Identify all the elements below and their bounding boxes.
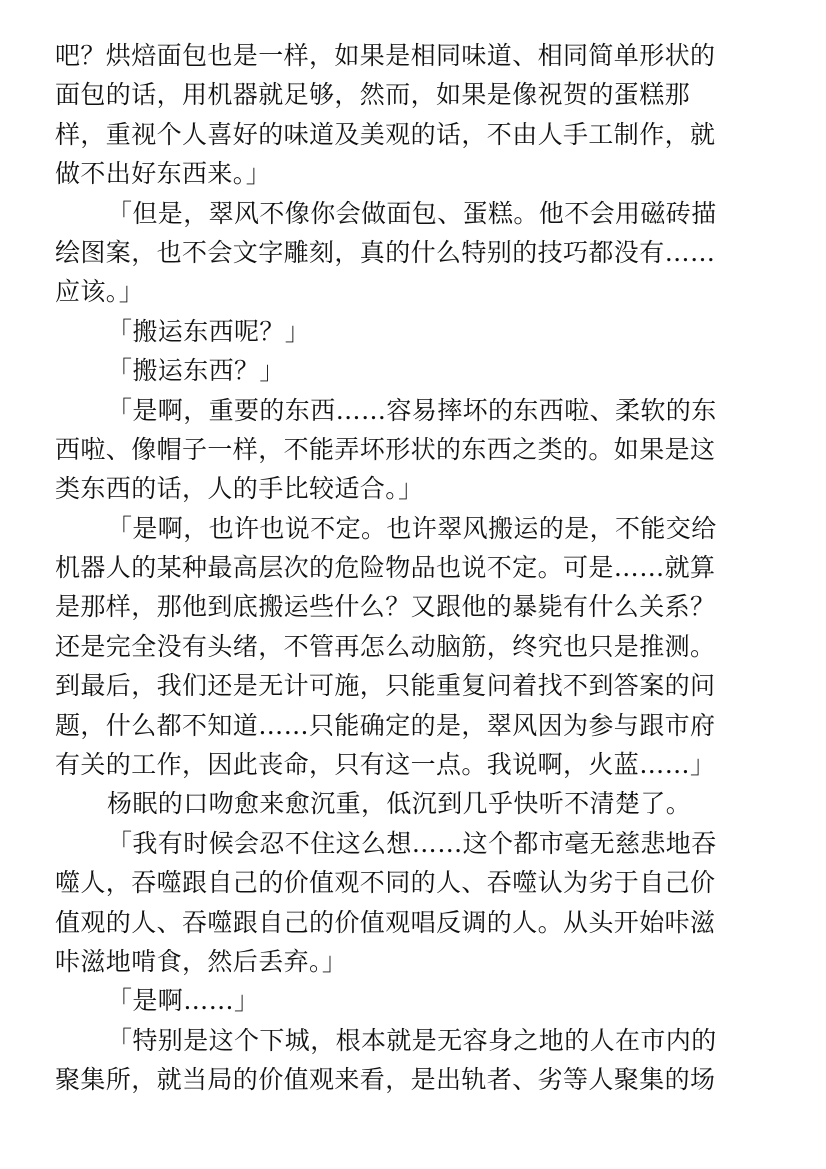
text-line: 到最后，我们还是无计可施，只能重复问着找不到答案的问: [55, 671, 716, 701]
text-line: 应该。」: [55, 277, 145, 307]
text-line: 机器人的某种最高层次的危险物品也说不定。可是……就算: [55, 553, 716, 583]
text-line: 面包的话，用机器就足够，然而，如果是像祝贺的蛋糕那: [55, 80, 691, 110]
text-line: 样，重视个人喜好的味道及美观的话，不由人手工制作，就: [55, 119, 716, 149]
text-line: 绘图案，也不会文字雕刻，真的什么特别的技巧都没有……: [55, 237, 716, 267]
text-line: 类东西的话，人的手比较适合。」: [55, 474, 424, 504]
text-line: 杨眠的口吻愈来愈沉重，低沉到几乎快听不清楚了。: [107, 789, 692, 819]
novel-page-text: [55, 36, 755, 1100]
text-line: 噬人，吞噬跟自己的价值观不同的人、吞噬认为劣于自己价: [55, 868, 716, 898]
text-line: 有关的工作，因此丧命，只有这一点。我说啊，火蓝……」: [55, 750, 716, 780]
text-line: 「特别是这个下城，根本就是无容身之地的人在市内的: [107, 1025, 717, 1055]
text-line: 吧？烘焙面包也是一样，如果是相同味道、相同简单形状的: [55, 41, 716, 70]
text-line: 聚集所，就当局的价值观来看，是出轨者、劣等人聚集的场: [55, 1065, 716, 1095]
text-line: 「我有时候会忍不住这么想……这个都市毫无慈悲地吞: [107, 828, 717, 858]
text-line: 题，什么都不知道……只能确定的是，翠风因为参与跟市府: [55, 710, 716, 740]
text-line: 做不出好东西来。」: [55, 159, 272, 189]
text-line: 「是啊……」: [107, 986, 260, 1016]
text-line: 还是完全没有头绪，不管再怎么动脑筋，终究也只是推测。: [55, 631, 716, 661]
text-line: 咔滋地啃食，然后丢弃。」: [55, 946, 348, 976]
text-line: 「搬运东西呢？」: [107, 316, 311, 346]
text-line: 「但是，翠风不像你会做面包、蛋糕。他不会用磁砖描: [107, 198, 717, 228]
text-line: 西啦、像帽子一样，不能弄坏形状的东西之类的。如果是这: [55, 434, 716, 464]
text-line: 值观的人、吞噬跟自己的价值观唱反调的人。从头开始咔滋: [55, 907, 716, 937]
text-line: 「搬运东西？」: [107, 356, 285, 386]
text-line: 是那样，那他到底搬运些什么？又跟他的暴毙有什么关系？: [55, 592, 716, 622]
text-line: 「是啊，也许也说不定。也许翠风搬运的是，不能交给: [107, 513, 717, 543]
text-line: 「是啊，重要的东西……容易摔坏的东西啦、柔软的东: [107, 395, 717, 425]
